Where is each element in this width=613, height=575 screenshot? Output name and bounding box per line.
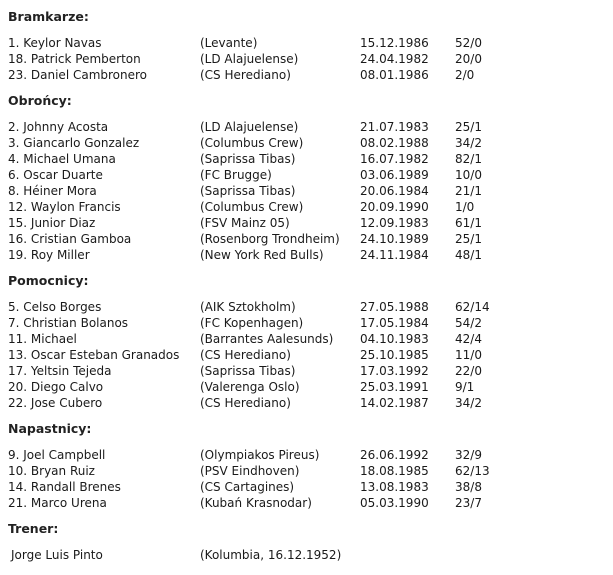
player-club: (LD Alajuelense) [200,52,299,66]
player-club: (FC Brugge) [200,168,272,182]
player-name: 16. Cristian Gamboa [8,232,132,246]
player-club: (CS Herediano) [200,68,291,82]
player-dob: 05.03.1990 [360,496,429,510]
player-dob: 17.03.1992 [360,364,429,378]
player-name: 17. Yeltsin Tejeda [8,364,112,378]
player-caps-goals: 38/8 [455,480,482,494]
player-dob: 08.02.1988 [360,136,429,150]
player-row [0,247,613,263]
player-row [0,167,613,183]
player-name: 7. Christian Bolanos [8,316,129,330]
player-caps-goals: 34/2 [455,396,482,410]
player-dob: 03.06.1989 [360,168,429,182]
player-dob: 25.10.1985 [360,348,429,362]
player-name: 15. Junior Diaz [8,216,96,230]
player-row [0,199,613,215]
section-heading-goalkeepers: Bramkarze: [8,9,89,24]
player-dob: 24.04.1982 [360,52,429,66]
player-row [0,299,613,315]
player-row [0,447,613,463]
player-caps-goals: 34/2 [455,136,482,150]
player-row [0,67,613,83]
section-heading-coach: Trener: [8,521,59,536]
player-row [0,315,613,331]
player-club: (PSV Eindhoven) [200,464,300,478]
player-name: 19. Roy Miller [8,248,90,262]
player-club: (AIK Sztokholm) [200,300,296,314]
player-club: (LD Alajuelense) [200,120,299,134]
player-name: 3. Giancarlo Gonzalez [8,136,140,150]
player-caps-goals: 21/1 [455,184,482,198]
player-row [0,151,613,167]
player-caps-goals: 22/0 [455,364,482,378]
player-dob: 26.06.1992 [360,448,429,462]
player-dob: 15.12.1986 [360,36,429,50]
player-caps-goals: 82/1 [455,152,482,166]
player-caps-goals: 48/1 [455,248,482,262]
player-caps-goals: 9/1 [455,380,475,394]
player-row [0,395,613,411]
player-dob: 14.02.1987 [360,396,429,410]
player-caps-goals: 1/0 [455,200,475,214]
player-name: 21. Marco Urena [8,496,107,510]
player-club: (Barrantes Aalesunds) [200,332,334,346]
player-club: (CS Cartagines) [200,480,295,494]
player-caps-goals: 62/13 [455,464,490,478]
player-name: 1. Keylor Navas [8,36,102,50]
player-club: (Saprissa Tibas) [200,152,296,166]
player-caps-goals: 23/7 [455,496,482,510]
player-name: 5. Celso Borges [8,300,102,314]
player-dob: 13.08.1983 [360,480,429,494]
player-row [0,479,613,495]
player-club: (Rosenborg Trondheim) [200,232,340,246]
player-row [0,331,613,347]
coach-info: (Kolumbia, 16.12.1952) [200,548,342,562]
player-dob: 12.09.1983 [360,216,429,230]
player-club: (New York Red Bulls) [200,248,324,262]
player-name: 9. Joel Campbell [8,448,106,462]
player-row [0,135,613,151]
player-row [0,463,613,479]
player-name: 6. Oscar Duarte [8,168,103,182]
player-row [0,215,613,231]
player-caps-goals: 11/0 [455,348,482,362]
player-club: (FC Kopenhagen) [200,316,304,330]
player-caps-goals: 32/9 [455,448,482,462]
player-club: (Kubań Krasnodar) [200,496,312,510]
player-caps-goals: 61/1 [455,216,482,230]
player-caps-goals: 62/14 [455,300,490,314]
player-caps-goals: 54/2 [455,316,482,330]
player-row [0,35,613,51]
player-dob: 04.10.1983 [360,332,429,346]
player-caps-goals: 42/4 [455,332,482,346]
player-name: 11. Michael [8,332,77,346]
section-heading-defenders: Obrońcy: [8,93,72,108]
player-name: 23. Daniel Cambronero [8,68,148,82]
section-heading-midfielders: Pomocnicy: [8,273,89,288]
player-dob: 16.07.1982 [360,152,429,166]
player-club: (CS Herediano) [200,396,291,410]
player-row [0,119,613,135]
player-row [0,379,613,395]
player-club: (Levante) [200,36,258,50]
player-name: 10. Bryan Ruiz [8,464,95,478]
player-club: (Columbus Crew) [200,200,304,214]
coach-name: Jorge Luis Pinto [11,548,103,562]
player-name: 2. Johnny Acosta [8,120,109,134]
player-name: 12. Waylon Francis [8,200,121,214]
section-heading-forwards: Napastnicy: [8,421,92,436]
player-caps-goals: 10/0 [455,168,482,182]
player-dob: 20.06.1984 [360,184,429,198]
player-dob: 08.01.1986 [360,68,429,82]
player-dob: 27.05.1988 [360,300,429,314]
player-row [0,51,613,67]
player-dob: 24.11.1984 [360,248,429,262]
player-row [0,183,613,199]
player-dob: 25.03.1991 [360,380,429,394]
coach-row [0,547,613,563]
player-dob: 17.05.1984 [360,316,429,330]
player-dob: 18.08.1985 [360,464,429,478]
player-name: 14. Randall Brenes [8,480,121,494]
player-dob: 24.10.1989 [360,232,429,246]
player-name: 22. Jose Cubero [8,396,103,410]
player-club: (Saprissa Tibas) [200,364,296,378]
player-club: (Columbus Crew) [200,136,304,150]
player-dob: 21.07.1983 [360,120,429,134]
player-row [0,347,613,363]
player-club: (Valerenga Oslo) [200,380,300,394]
player-club: (FSV Mainz 05) [200,216,290,230]
player-caps-goals: 52/0 [455,36,482,50]
player-row [0,363,613,379]
player-caps-goals: 25/1 [455,120,482,134]
player-caps-goals: 20/0 [455,52,482,66]
player-dob: 20.09.1990 [360,200,429,214]
player-caps-goals: 2/0 [455,68,475,82]
player-club: (Olympiakos Pireus) [200,448,320,462]
player-name: 8. Héiner Mora [8,184,97,198]
player-club: (CS Herediano) [200,348,291,362]
player-name: 18. Patrick Pemberton [8,52,141,66]
player-name: 13. Oscar Esteban Granados [8,348,180,362]
player-row [0,231,613,247]
player-name: 20. Diego Calvo [8,380,104,394]
player-name: 4. Michael Umana [8,152,116,166]
player-row [0,495,613,511]
player-club: (Saprissa Tibas) [200,184,296,198]
player-caps-goals: 25/1 [455,232,482,246]
